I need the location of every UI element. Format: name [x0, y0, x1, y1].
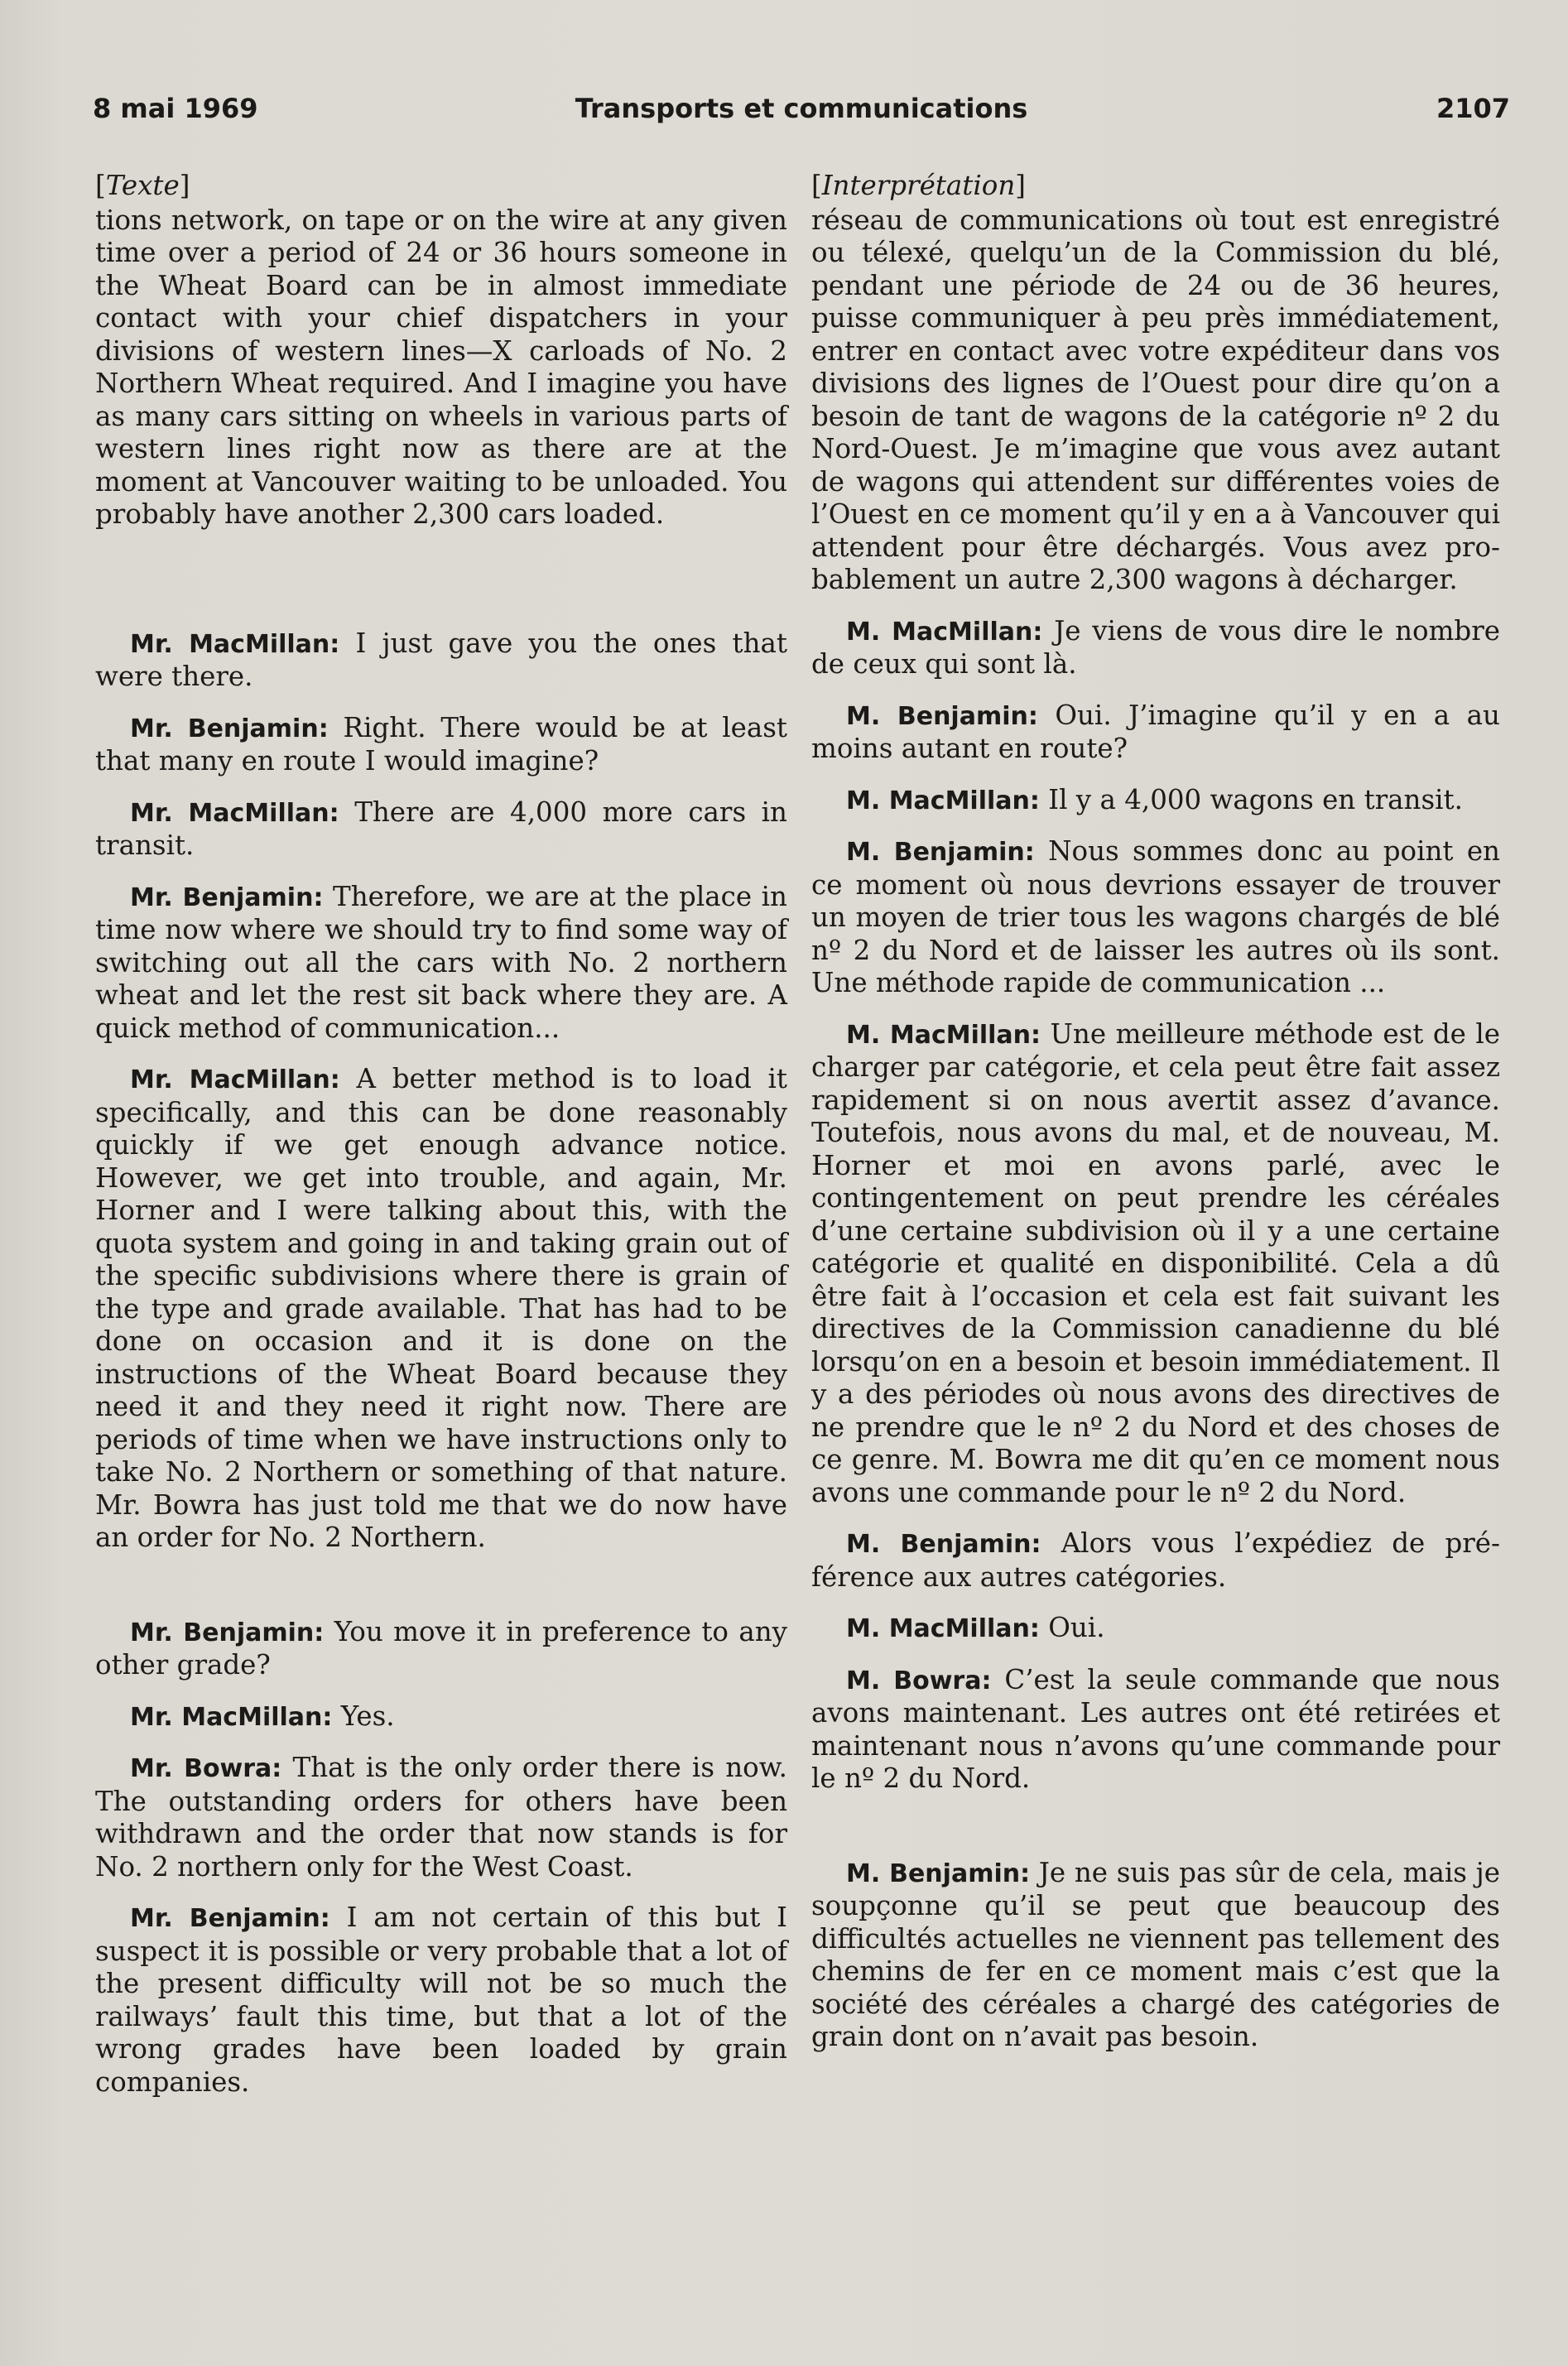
column-tag-label: Interprétation	[821, 170, 1016, 201]
speaker-name: M. MacMillan:	[846, 1020, 1041, 1050]
speaker-name: Mr. MacMillan:	[130, 1702, 333, 1732]
speech-text: I am not certain of this but I suspect it is possible or very probable that a lot of the present difficulty will not be so much the railways’ fault this time, but that a lot of the wrong grades have been loaded by grain companies.	[95, 1902, 787, 2098]
speaker-name: Mr. MacMillan:	[130, 798, 339, 828]
speaker-name: M. Benjamin:	[846, 701, 1038, 731]
speaker-name: M. MacMillan:	[846, 786, 1040, 815]
speech-text: Right. There would be at least that many en route I would imagine?	[95, 711, 787, 777]
speech-paragraph	[811, 1612, 1500, 1646]
speaker-name: M. Bowra:	[846, 1666, 992, 1695]
speech-text: Therefore, we are at the place in time now where we should try to find some way of switching out all the cars with No. 2 northern wheat and let the rest sit back where they are. A quick method of communication...	[95, 880, 787, 1044]
speech-text: A better method is to load it specifically, and this can be done reasonably quickly if we get enough advance notice. However, we get into trouble, and again, Mr. Horner and I were talking about this, with the quota system and going in and taking grain out of the specific subdivisions where there is grain of the type and grade available. That has had to be done on occasion and it is done on the instructions of the Wheat Board because they need it and they need it right now. There are periods of time when we have instructions only to take No. 2 Northern or something of that nature. Mr. Bowra has just told me that we do now have an order for No. 2 Northern.	[95, 1063, 787, 1553]
speaker-name: Mr. MacMillan:	[130, 1065, 340, 1094]
speech-paragraph	[95, 1752, 787, 1883]
speech-paragraph	[95, 796, 787, 863]
speaker-name: M. MacMillan:	[846, 617, 1043, 647]
speech-paragraph	[95, 712, 787, 778]
speech-text: Une meilleure méthode est de le charger par catégorie, et cela peut être fait assez rapidement si on nous avertit assez d’avance. Toutefois, nous avons du mal, et de nouveau, M. Horner et moi en avons parlé, avec le contingentement on peut prendre les céréales d’une certaine subdivision où il y a une certaine catégorie et qualité en disponibilité. Cela a dû être fait à l’occasion et cela est fait suivant les directives de la Commission canadienne du blé lorsqu’on en a besoin et besoin immédiatement. Il y a des périodes où nous avons des directives de ne prendre que le nº 2 du Nord et des choses de ce genre. M. Bowra me dit qu’en ce moment nous avons une commande pour le nº 2 du Nord.	[811, 1017, 1500, 1508]
column-tag-label: Texte	[105, 170, 180, 201]
speech-text: Oui. J’imagine qu’il y en a au moins autant en route?	[811, 699, 1500, 764]
speaker-name: M. MacMillan:	[846, 1614, 1040, 1643]
continuation-paragraph: réseau de communications où tout est enregistré ou télexé, quelqu’un de la Commission du blé, pendant une période de 24 ou de 36 heures, puisse communiquer à peu près immédiatement, entrer en contact avec votre expéditeur dans vos divisions des lignes de l’Ouest pour dire qu’on a besoin de tant de wagons de la catégorie nº 2 du Nord-Ouest. Je m’imagine que vous avez autant de wagons qui attendent sur différentes voies de l’Ouest en ce moment qu’il y en a à Vancouver qui attendent pour être déchargés. Vous avez probablement un autre 2,300 wagons à décharger.	[811, 204, 1500, 595]
english-column	[95, 170, 787, 2117]
speech-paragraph	[811, 784, 1500, 818]
speech-text: Je ne suis pas sûr de cela, mais je soupçonne qu’il se peut que beaucoup des difficultés actuelles ne viennent pas tellement des chemins de fer en ce moment mais c’est que la société des céréales a chargé des catégories de grain dont on n’avait pas besoin.	[811, 1856, 1500, 2052]
speech-text: Yes.	[340, 1700, 395, 1732]
speech-paragraph	[811, 1664, 1500, 1796]
header-date: 8 mai 1969	[93, 93, 258, 124]
speaker-name: M. Benjamin:	[846, 1530, 1041, 1559]
speech-text: Il y a 4,000 wagons en transit.	[1048, 783, 1463, 815]
speech-paragraph	[95, 1063, 787, 1555]
continuation-paragraph: tions network, on tape or on the wire at any given time over a period of 24 or 36 hours someone in the Wheat Board can be in almost immediate contact with your chief dispatchers in your divisions of western lines—X carloads of No. 2 Northern Wheat required. And I imagine you have as many cars sitting on wheels in various parts of western lines right now as there are at the moment at Vancouver waiting to be unloaded. You probably have another 2,300 cars loaded.	[95, 204, 787, 530]
speaker-name: Mr. Bowra:	[130, 1754, 282, 1783]
running-header	[93, 93, 1510, 134]
speech-text: Je viens de vous dire le nombre de ceux qui sont là.	[811, 614, 1500, 680]
speaker-name: Mr. Benjamin:	[130, 714, 329, 743]
speech-paragraph	[95, 881, 787, 1046]
speaker-name: M. Benjamin:	[846, 838, 1035, 867]
french-column	[811, 170, 1500, 2072]
speech-paragraph	[95, 1700, 787, 1734]
speech-text: I just gave you the ones that were there.	[95, 627, 787, 692]
speech-paragraph	[811, 835, 1500, 1000]
speech-text: Oui.	[1048, 1612, 1105, 1643]
speaker-name: Mr. MacMillan:	[130, 629, 340, 659]
speech-paragraph	[811, 1018, 1500, 1510]
speech-paragraph	[95, 1902, 787, 2099]
speech-text: Alors vous l’expédiez de préférence aux autres catégories.	[811, 1527, 1500, 1593]
speaker-name: Mr. Benjamin:	[130, 1618, 325, 1647]
speech-text: That is the only order there is now. The outstanding orders for others have been withdrawn and the order that now stands is for No. 2 northern only for the West Coast.	[95, 1752, 787, 1883]
speech-paragraph	[811, 700, 1500, 766]
header-title: Transports et communications	[575, 93, 1028, 124]
speech-paragraph	[811, 1527, 1500, 1594]
speech-text: You move it in preference to any other grade?	[95, 1615, 787, 1681]
speech-paragraph	[811, 1857, 1500, 2054]
column-tag: [Interprétation]	[811, 170, 1026, 201]
speech-text: There are 4,000 more cars in transit.	[95, 796, 787, 861]
speech-text: C’est la seule commande que nous avons maintenant. Les autres ont été retirées et maintenant nous n’avons qu’une commande pour le nº 2 du Nord.	[811, 1663, 1500, 1794]
speaker-name: Mr. Benjamin:	[130, 882, 324, 912]
speech-paragraph	[95, 1616, 787, 1682]
speaker-name: Mr. Benjamin:	[130, 1904, 330, 1933]
page-number: 2107	[1436, 93, 1510, 124]
speaker-name: M. Benjamin:	[846, 1859, 1031, 1888]
speech-paragraph	[95, 628, 787, 694]
speech-text: Nous sommes donc au point en ce moment où nous devrions essayer de trouver un moyen de trier tous les wagons chargés de blé nº 2 du Nord et de laisser les autres où ils sont. Une méthode rapide de communication ...	[811, 835, 1500, 998]
speech-paragraph	[811, 615, 1500, 681]
column-tag: [Texte]	[95, 170, 190, 201]
